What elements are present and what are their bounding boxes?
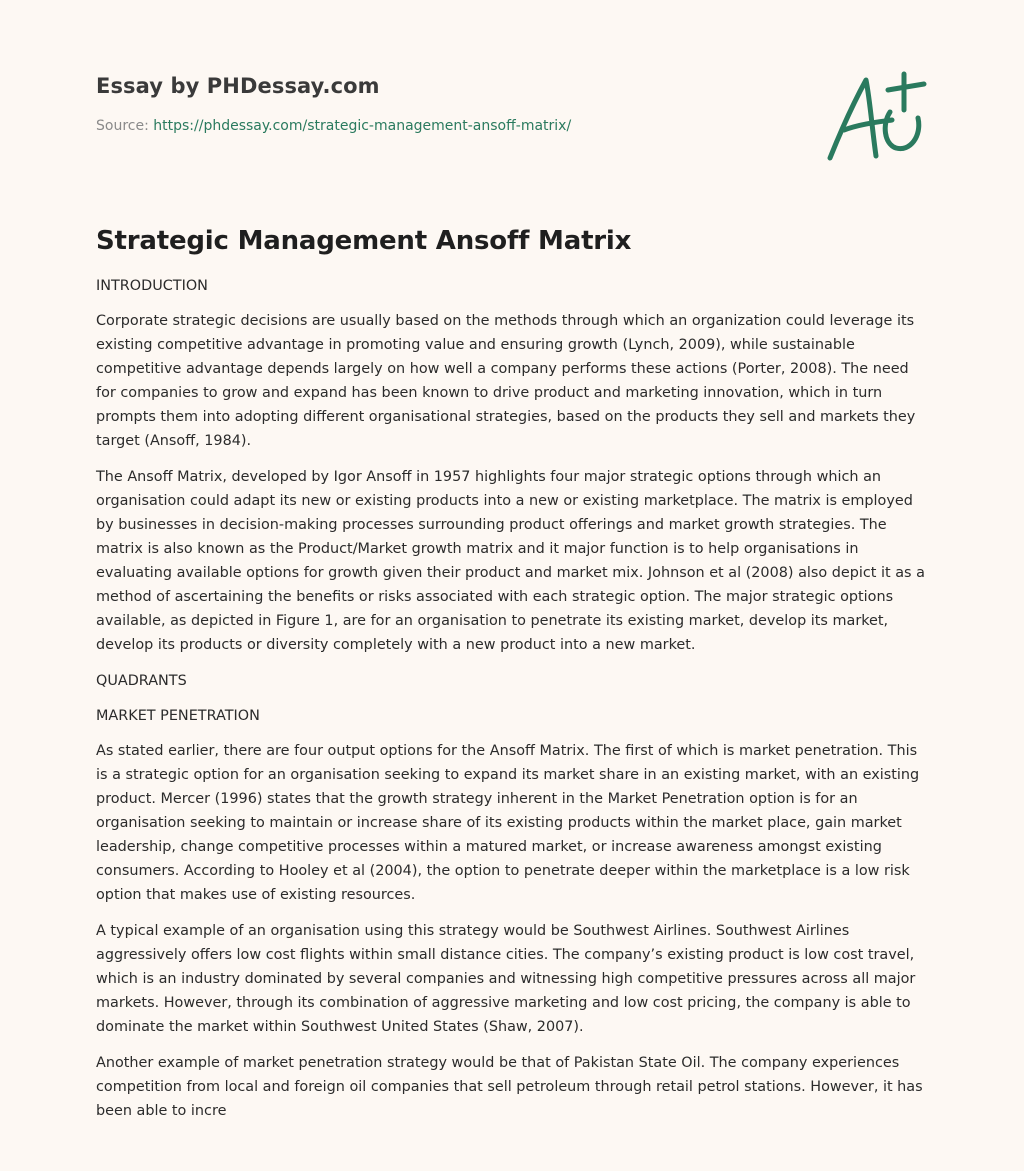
essay-title: Strategic Management Ansoff Matrix bbox=[96, 226, 632, 256]
paragraph: A typical example of an organisation using this strategy would be Southwest Airlines. Southwest Airlines aggressively offers low cost flights within small distance cities. The company’s existing product is low cost travel, which is an industry dominated by several companies and witnessing high competitive pressures across all major markets. However, through its combination of aggressive marketing and low cost pricing, the company is able to dominate the market within Southwest United States (Shaw, 2007). bbox=[96, 923, 916, 1035]
essay-body bbox=[96, 274, 932, 1123]
source-label: Source: bbox=[96, 118, 154, 134]
paragraph: As stated earlier, there are four output options for the Ansoff Matrix. The first of which is market penetration. This is a strategic option for an organisation seeking to expand its market share in an existing market, with an existing product. Mercer (1996) states that the growth strategy inherent in the Market Penetration option is for an organisation seeking to maintain or increase share of its existing products within the market place, gain market leadership, change competitive processes within a matured market, or increase awareness amongst existing consumers. According to Hooley et al (2004), the option to penetrate deeper within the marketplace is a low risk option that makes use of existing resources. bbox=[96, 743, 920, 903]
section-heading: QUADRANTS bbox=[96, 673, 187, 689]
source-line bbox=[96, 118, 796, 134]
section-heading: INTRODUCTION bbox=[96, 278, 208, 294]
section-heading: MARKET PENETRATION bbox=[96, 708, 260, 724]
page-header bbox=[96, 74, 796, 134]
site-title: Essay by PHDessay.com bbox=[96, 74, 380, 98]
a-plus-grade-icon bbox=[820, 66, 930, 166]
essay-content bbox=[96, 226, 932, 1135]
paragraph: Another example of market penetration strategy would be that of Pakistan State Oil. The company experiences competition from local and foreign oil companies that sell petroleum through retail petrol stations. However, it has been able to incre bbox=[96, 1055, 923, 1119]
paragraph: The Ansoff Matrix, developed by Igor Ansoff in 1957 highlights four major strategic options through which an organisation could adapt its new or existing products into a new or existing marketplace. The matrix is employed by businesses in decision-making processes surrounding product offerings and market growth strategies. The matrix is also known as the Product/Market growth matrix and it major function is to help organisations in evaluating available options for growth given their product and market mix. Johnson et al (2008) also depict it as a method of ascertaining the benefits or risks associated with each strategic option. The major strategic options available, as depicted in Figure 1, are for an organisation to penetrate its existing market, develop its market, develop its products or diversity completely with a new product into a new market. bbox=[96, 469, 925, 653]
paragraph: Corporate strategic decisions are usually based on the methods through which an organization could leverage its existing competitive advantage in promoting value and ensuring growth (Lynch, 2009), while sustainable competitive advantage depends largely on how well a company performs these actions (Porter, 2008). The need for companies to grow and expand has been known to drive product and marketing innovation, which in turn prompts them into adopting different organisational strategies, based on the products they sell and markets they target (Ansoff, 1984). bbox=[96, 313, 916, 449]
source-link[interactable]: https://phdessay.com/strategic-management-ansoff-matrix/ bbox=[153, 118, 572, 134]
